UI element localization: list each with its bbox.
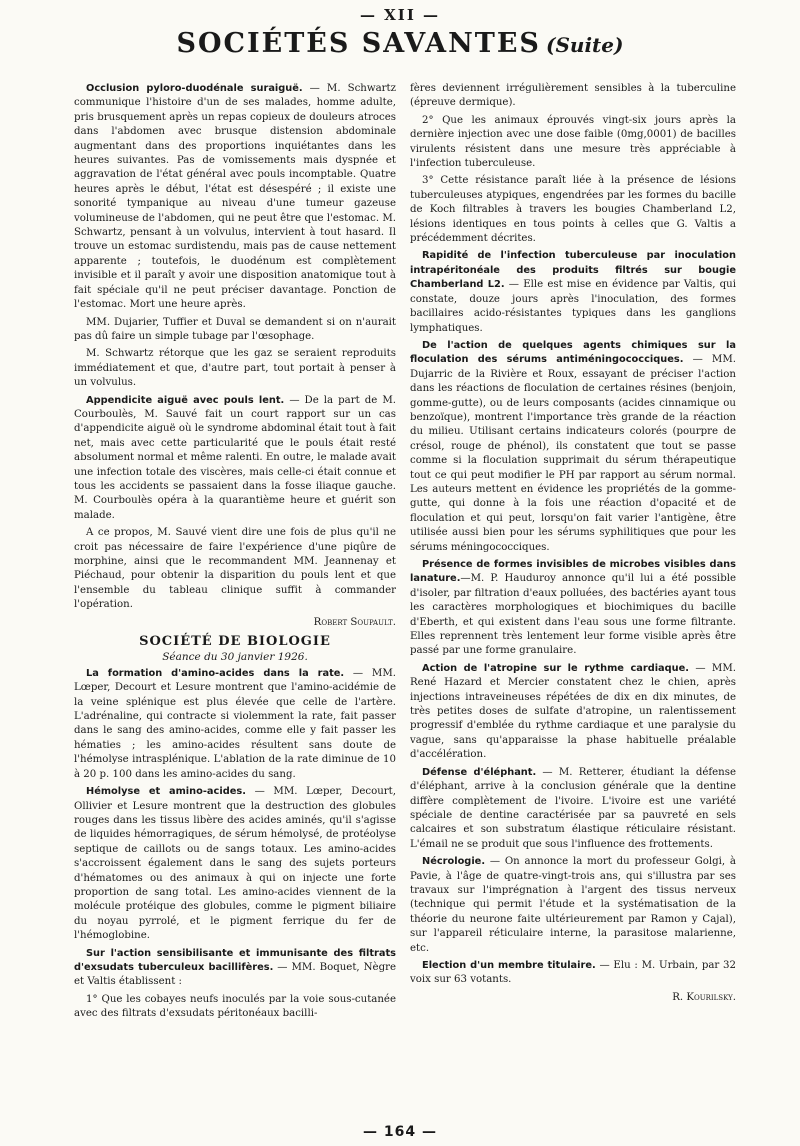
section-masthead (0, 28, 800, 59)
article-body: —M. P. Hauduroy annonce qu'il lui a été possible d'isoler, par filtration d'eaux polluées, des bactéries ayant tous les caractères morphologiques et biochimiques du bacille d'Eberth, et qui existent dans l'eau sous une forme filtrante. Elles reprennent très lentement leur forme visible après être passé par une forme granulaire. (410, 573, 736, 657)
paragraph-point-3: 3° Cette résistance paraît liée à la présence de lésions tuberculeuses atypiques, engendrées par les formes du bacille de Koch filtrables à travers les bougies Chamberland L2, lésions identiques en tous points à celles que G. Valtis a précédemment décrites. (410, 175, 736, 245)
article-election (410, 959, 736, 988)
article-heading: Election d'un membre titulaire. (422, 959, 596, 971)
paragraph-point-2: 2° Que les animaux éprouvés vingt-six jours après la dernière injection avec une dose faible (0mg,0001) de bacilles virulents résistent dans une mesure très appréciable à l'infection tuberculeuse. (410, 114, 736, 170)
article-atropine (410, 662, 736, 763)
right-column (410, 82, 736, 1116)
author-signature: R. Kourilsky. (672, 991, 736, 1003)
page-folio: — XII — (359, 6, 441, 24)
society-title: SOCIÉTÉ DE BIOLOGIE (139, 634, 331, 650)
article-body: — Elu : M. Urbain, par 32 voix sur 63 votants. (410, 959, 736, 986)
article-body: — M. Retterer, étudiant la défense d'éléphant, arrive à la conclusion générale que la dentine diffère complètement de l'ivoire. L'ivoire est une variété spéciale de dentine caractérisée par sa pauvreté en sels calcaires et son substratum élastique réticulaire résistant. L'émail ne se produit que sous l'influence des frottements. (410, 766, 736, 850)
paragraph-sauve: A ce propos, M. Sauvé vient dire une fois de plus qu'il ne croit pas nécessaire de faire l'expérience d'une piqûre de morphine, ainsi que le recommandent MM. Jeannenay et Piéchaud, pour obtenir la disparition du pouls lent et que l'ensemble du tableau clinique suffit à commander l'opération. (74, 527, 396, 611)
article-heading: Nécrologie. (422, 856, 486, 868)
paragraph-point-1-end: fères deviennent irrégulièrement sensibles à la tuberculine (épreuve dermique). (410, 83, 736, 109)
article-elephant (410, 766, 736, 852)
article-body: — De la part de M. Courboulès, M. Sauvé fait un court rapport sur un cas d'appendicite aiguë où le syndrome abdominal était tout à fait net, mais avec cette particularité que le pouls était resté absolument normal et même ralenti. En outre, le malade avait une infection totale des viscères, mais celle-ci était connue et tous les accidents se passaient dans la fosse iliaque gauche. M. Courboulès opéra à la quarantième heure et guérit son malade. (74, 394, 396, 521)
article-body: — MM. Boquet, Nègre et Valtis établissent : (74, 961, 396, 988)
session-date: Séance du 30 janvier 1926. (162, 651, 308, 664)
paragraph-point-1: 1° Que les cobayes neufs inoculés par la voie sous-cutanée avec des filtrats d'exsudats péritonéaux bacilli- (74, 993, 396, 1020)
article-heading: De l'action de quelques agents chimiques sur la floculation des sérums antiméningococciques. (410, 339, 736, 366)
article-heading: Rapidité de l'infection tuberculeuse par inoculation intrapéritonéale des produits filtrés sur bougie Chamberland L2. (410, 250, 736, 291)
article-body: — MM. Lœper, Decourt, Ollivier et Lesure montrent que la destruction des globules rouges dans les tissus libère des acides aminés, qu'il s'agisse de liquides hémorragiques, de sérum hémolysé, de protéolyse septique de caillots ou de sangs totaux. Les amino-acides s'accroissent également dans le sang des sujets porteurs d'hématomes ou des animaux à qui on injecte une forte proportion de sang total. Les amino-acides viennent de la molécule protéique des globules, comme le pigment biliaire du noyau pyrrolé, et le pigment ferrique du fer de l'hémoglobine. (74, 786, 396, 942)
article-heading: Défense d'éléphant. (422, 766, 537, 778)
article-body: — Elle est mise en évidence par Valtis, qui constate, douze jours après l'inoculation, des formes bacillaires acido-résistantes typiques dans les ganglions lymphatiques. (410, 279, 736, 334)
article-necrologie (410, 855, 736, 956)
article-heading: Appendicite aiguë avec pouls lent. (86, 394, 285, 406)
section-title: SOCIÉTÉS SAVANTES (176, 28, 541, 59)
article-body: — MM. René Hazard et Mercier constatent chez le chien, après injections intraveineuses répétées de dix en dix minutes, de très petites doses de sulfate d'atropine, un ralentissement progressif d'emblée du rythme cardiaque et une paralysie du vague, sans qu'apparaisse la phase habituelle préalable d'accélération. (410, 662, 736, 761)
article-heading: Présence de formes invisibles de microbes visibles dans lanature. (410, 559, 736, 585)
article-body: — MM. Dujarric de la Rivière et Roux, essayant de préciser l'action dans les réactions de floculation de certaines résines (benjoin, gomme-gutte), ou de leurs composants (acides cinnamique ou benzoïque), montrent l'importance très grande de la réaction du milieu. Utilisant certains indicateurs colorés (pourpre de crésol, rouge de phénol), ils constatent que tout se passe comme si la floculation supprimait du sérum thérapeutique tout ce qui peut modifier le PH par rapport au sérum normal. Les auteurs mettent en évidence les propriétés de la gomme-gutte, qui donne à la fois une réaction d'opacité et de floculation et qui peut, lorsqu'on fait varier l'antigène, être utilisée aussi bien pour les sérums syphilitiques que pour les sérums méningococciques. (410, 354, 736, 553)
article-action (74, 947, 396, 990)
article-agents (410, 339, 736, 555)
section-suite: (Suite) (546, 33, 624, 57)
article-heading: Sur l'action sensibilisante et immunisante des filtrats d'exsudats tuberculeux bacillifères. (74, 947, 396, 973)
article-rapidite (410, 249, 736, 335)
page-number: — 164 — (363, 1124, 437, 1140)
article-heading: Action de l'atropine sur le rythme cardiaque. (422, 662, 690, 674)
article-body: — M. Schwartz communique l'histoire d'un de ses malades, homme adulte, pris brusquement après un repas copieux de douleurs atroces dans l'abdomen avec brusque distension abdominale augmentant dans des proportions inquiétantes dans les heures suivantes. Pas de vomissements mais dyspnée et aggravation de l'état général avec pouls incomptable. Quatre heures après le début, l'état est désespéré ; il existe une sonorité tympanique au niveau d'une tumeur gazeuse volumineuse de l'abdomen, qui ne peut être que l'estomac. M. Schwartz, pensant à un volvulus, intervient à tout hasard. Il trouve un estomac surdistendu, mais pas de cause nettement apparente ; toutefois, le duodénum est complètement invisible et il paraît y avoir une disposition anatomique tout à fait spéciale qu'il ne peut préciser davantage. Ponction de l'estomac. Mort une heure après. (74, 83, 396, 311)
article-presence (410, 558, 736, 659)
article-heading: Occlusion pyloro-duodénale suraiguë. (86, 83, 303, 94)
article-body: — MM. Lœper, Decourt et Lesure montrent que l'amino-acidémie de la veine splénique est plus élevée que celle de l'artère. L'adrénaline, qui contracte si violemment la rate, fait passer dans le sang des amino-acides, comme elle y fait passer les hématies ; les amino-acides résultent sans doute de l'hémolyse intrasplénique. L'ablation de la rate diminue de 10 à 20 p. 100 dans les amino-acides du sang. (74, 667, 396, 780)
paragraph-schwartz-reply: M. Schwartz rétorque que les gaz se seraient reproduits immédiatement et que, d'autre part, tout portait à penser à un volvulus. (74, 348, 396, 389)
article-body: — On annonce la mort du professeur Golgi, à Pavie, à l'âge de quatre-vingt-trois ans, qui s'illustra par ses travaux sur l'imprégnation à l'argent des tissus nerveux (technique qui permit l'étude et la systématisation de la théorie du neurone faite ultérieurement par Ramon y Cajal), sur l'appareil réticulaire interne, la parasitose malarienne, etc. (410, 856, 736, 954)
article-occlusion (74, 82, 396, 313)
article-formation (74, 667, 396, 782)
article-hemolyse (74, 785, 396, 943)
article-heading: Hémolyse et amino-acides. (86, 786, 246, 798)
article-appendicite (74, 394, 396, 524)
paragraph-dujarier: MM. Dujarier, Tuffier et Duval se demandent si on n'aurait pas dû faire un simple tubage par l'œsophage. (74, 316, 396, 342)
article-heading: La formation d'amino-acides dans la rate. (86, 667, 345, 679)
left-column (74, 82, 396, 1116)
author-signature: Robert Soupault. (313, 616, 396, 628)
